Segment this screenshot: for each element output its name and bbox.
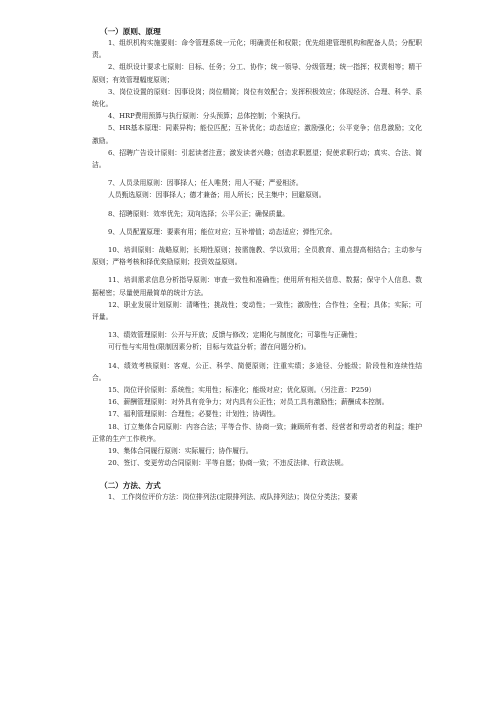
list-item: 4、HRP费用预算与执行原则：分头预算；总体控制；个案执行。 xyxy=(108,112,305,121)
list-item: 1、 工作岗位评价方法：岗位排列法(定限排列法、成队排列法)；岗位分类法；要素 xyxy=(108,492,358,501)
list-item: 8、招聘原则：效率优先；双向选择；公平公正；确保质量。 xyxy=(108,209,290,218)
list-item: 1、组织机构实施要则：命令管理系统一元化；明确责任和权限；优先组建管理机构和配备人员；分配职责。 xyxy=(92,39,422,60)
list-item: 15、岗位评价原则：系统性；实用性；标准化；能级对应；优化原则。（另注意：P259） xyxy=(108,386,376,395)
list-item: 14、绩效考核原则：客观、公正、科学、简便原则；注重实绩；多途径、分能级；阶段性和连续性结合。 xyxy=(92,361,422,382)
section-heading-methods: （二）方法、方式 xyxy=(100,480,161,490)
list-item: 20、签订、变更劳动合同原则：平等自愿；协商一致；不违反法律、行政法规。 xyxy=(108,459,348,468)
principles-list xyxy=(92,37,422,470)
list-item: 13、绩效管理原则：公开与开放；反馈与修改；定期化与制度化；可靠性与正确性； xyxy=(108,331,362,340)
list-item: 可行性与实用性(限制因素分析；目标与效益分析；潜在问题分析)。 xyxy=(108,343,311,352)
methods-list xyxy=(92,491,422,503)
list-item: 人员甄选原则：因事择人；德才兼备；用人所长；民主集中；回避原则。 xyxy=(108,191,326,200)
list-item: 11、培训需求信息分析指导原则：审查一致性和准确性；使用所有相关信息、数据；保守个人信息、数据秘密；尽量使用最简单的统计方法。 xyxy=(92,276,422,297)
list-item: 16、薪酬管理原则：对外具有竞争力；对内具有公正性；对员工具有激励性；薪酬成本控制。 xyxy=(108,398,389,407)
list-item: 2、组织设计要求七原则：目标、任务；分工、协作；统一领导、分级管理；统一指挥；权责相等；精干原则；有效管理幅度原则； xyxy=(92,63,422,84)
list-item: 18、订立集体合同原则：内容合法；平等合作、协商一致；兼顾所有者、经营者和劳动者的利益；维护正常的生产工作秩序。 xyxy=(92,422,422,443)
list-item: 12、职业发展计划原则：清晰性；挑战性；变动性；一致性；激励性；合作性；全程；具体；实际；可评量。 xyxy=(92,300,422,322)
list-item: 9、人员配置原理：要素有用；能位对应；互补增值；动态适应；弹性冗余。 xyxy=(108,227,337,236)
section-heading-principles: （一）原则、原理 xyxy=(100,27,161,36)
list-item: 5、HR基本原理：同素异构；能位匹配；互补优化；动态适应；激励强化；公平竞争；信息激励；文化激励。 xyxy=(92,124,422,145)
list-item: 7、人员录用原则：因事择人；任人唯贤；用人不疑；严爱相济。 xyxy=(108,179,303,188)
list-item: 10、培训原则：战略原则；长期性原则；按需施教、学以致用；全员教育、重点提高相结合；主动参与原则；严格考核和择优奖励原则；投资效益原则。 xyxy=(92,246,422,267)
list-item: 3、岗位设置的原则：因事设岗；岗位精简；岗位有效配合；发挥积极效应；体现经济、合理、科学、系统化。 xyxy=(92,87,422,109)
list-item: 17、福利管理原则：合理性；必要性；计划性；协调性。 xyxy=(108,410,280,419)
list-item: 6、招聘广告设计原则：引起读者注意；激发读者兴趣；创造求职愿望；促使求职行动；真实、合法、简洁。 xyxy=(92,148,422,170)
list-item: 19、集体合同履行原则：实际履行；协作履行。 xyxy=(108,447,253,456)
